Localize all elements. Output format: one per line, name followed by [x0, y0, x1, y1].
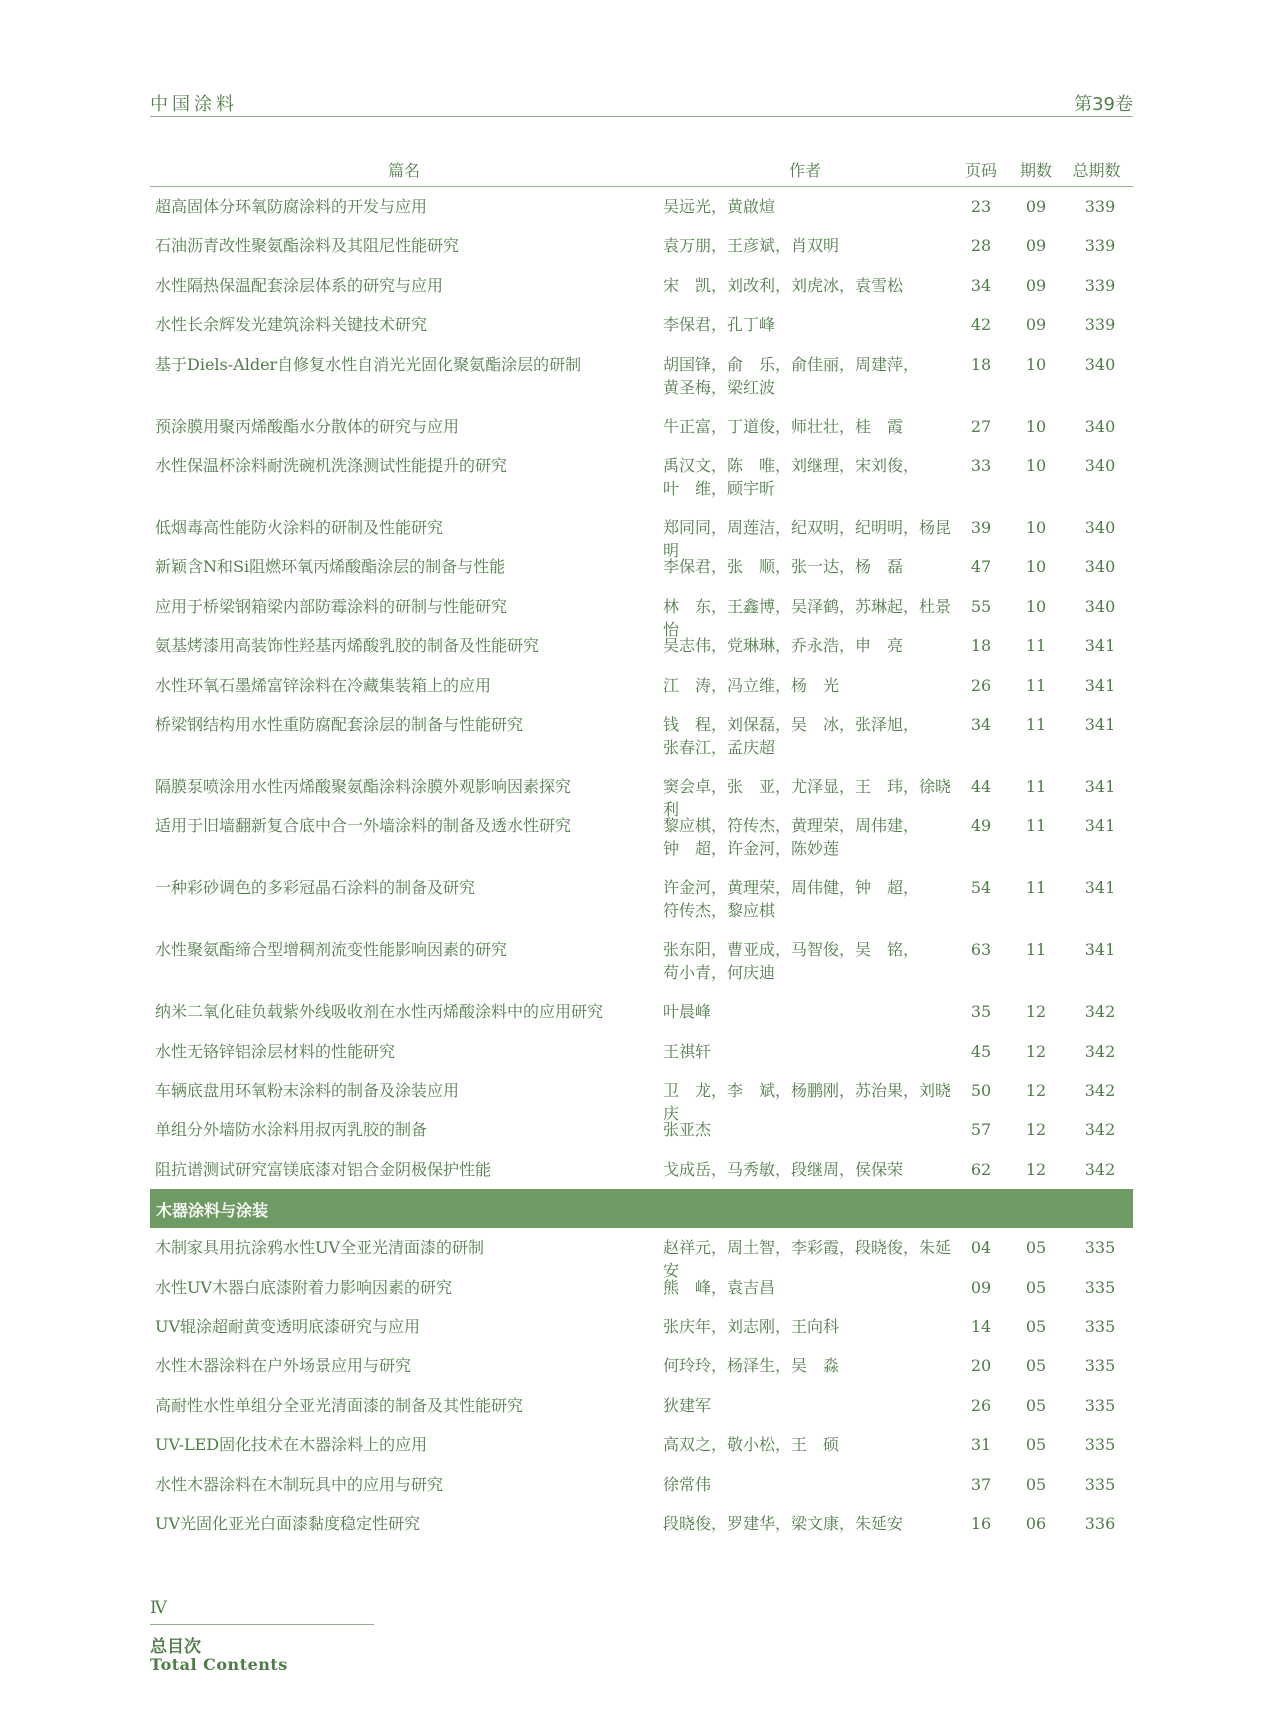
article-title: 超高固体分环氧防腐涂料的开发与应用: [155, 197, 428, 216]
table-row: [150, 1346, 1133, 1385]
table-row: [150, 587, 1133, 639]
page-number-cell: 44: [970, 776, 992, 796]
issue-number-cell: 11: [1025, 675, 1047, 695]
total-issue-cell: 341: [1084, 636, 1116, 656]
table-row: [150, 806, 1133, 868]
author-line: 胡国锋，俞 乐，俞佳丽，周建萍，: [663, 354, 920, 374]
issue-number-cell: 12: [1025, 1120, 1047, 1140]
article-title: 石油沥青改性聚氨酯涂料及其阻尼性能研究: [155, 236, 460, 256]
contents-table: [150, 150, 1133, 1543]
page-number-cell: 23: [970, 197, 992, 216]
page-number-cell: 04: [970, 1238, 992, 1258]
issue-number-cell: 10: [1025, 354, 1047, 374]
table-row: [150, 345, 1133, 407]
page-number-cell: 37: [970, 1474, 992, 1494]
table-row: [150, 1268, 1133, 1307]
table-row: [150, 666, 1133, 705]
page-number-cell: 31: [970, 1435, 992, 1455]
page-number-cell: 34: [970, 275, 992, 295]
article-authors: 王祺轩: [663, 1041, 712, 1061]
article-authors: 高双之，敬小松，王 硕: [663, 1435, 840, 1455]
article-title: UV-LED固化技术在木器涂料上的应用: [155, 1435, 428, 1455]
issue-number-cell: 12: [1025, 1159, 1047, 1179]
table-row: [150, 226, 1133, 265]
page-number-cell: 42: [970, 315, 992, 335]
page-number-cell: 18: [970, 636, 992, 656]
page-number-cell: 28: [970, 236, 992, 256]
page-number-cell: 18: [970, 354, 992, 374]
table-row: [150, 1307, 1133, 1346]
page-number-cell: 62: [970, 1159, 992, 1179]
article-authors: 叶晨峰: [663, 1002, 712, 1022]
issue-number-cell: 06: [1025, 1513, 1047, 1533]
total-issue-cell: 341: [1084, 714, 1116, 734]
article-title: 桥梁钢结构用水性重防腐配套涂层的制备与性能研究: [155, 714, 524, 734]
article-title: UV辊涂超耐黄变透明底漆研究与应用: [155, 1317, 421, 1337]
author-line: 禹汉文，陈 唯，刘继理，宋刘俊，: [663, 455, 920, 475]
issue-number-cell: 05: [1025, 1395, 1047, 1415]
page-number-cell: 35: [970, 1002, 992, 1022]
table-row: [150, 767, 1133, 819]
page-number-cell: 47: [970, 557, 992, 577]
page-number: Ⅳ: [150, 1598, 167, 1618]
article-title: 阻抗谱测试研究富镁底漆对铝合金阴极保护性能: [155, 1159, 492, 1179]
issue-number-cell: 10: [1025, 596, 1047, 616]
section-heading-bar: [150, 1189, 1133, 1228]
page-number-cell: 54: [970, 878, 992, 898]
article-title: 单组分外墙防水涂料用叔丙乳胶的制备: [155, 1120, 428, 1140]
table-row: [150, 1071, 1133, 1124]
author-line: 许金河，黄理荣，周伟健，钟 超，: [663, 878, 920, 898]
total-issue-cell: 340: [1084, 455, 1116, 475]
article-authors: 江 涛，冯立维，杨 光: [663, 675, 840, 695]
issue-number-cell: 05: [1025, 1435, 1047, 1455]
article-authors: 何玲玲，杨泽生，吴 淼: [663, 1356, 840, 1376]
issue-number-cell: 09: [1025, 315, 1047, 335]
issue-number-cell: 10: [1025, 455, 1047, 475]
issue-number-cell: 05: [1025, 1317, 1047, 1337]
total-issue-cell: 342: [1084, 1120, 1116, 1140]
total-issue-cell: 335: [1084, 1277, 1116, 1297]
article-authors: 戈成岳，马秀敏，段继周，侯保荣: [663, 1159, 904, 1179]
author-line: 苟小青，何庆迪: [663, 963, 776, 983]
author-line: 黄圣梅，梁红波: [663, 377, 776, 397]
table-row: [150, 547, 1133, 586]
article-authors: 张亚杰: [663, 1120, 712, 1140]
author-line: 张东阳，曹亚成，马智俊，吴 铭，: [663, 940, 920, 960]
article-title: 水性无铬锌铝涂层材料的性能研究: [155, 1041, 396, 1061]
table-row: [150, 266, 1133, 305]
table-row: [150, 930, 1133, 992]
article-title: 应用于桥梁钢箱梁内部防霉涂料的研制与性能研究: [155, 596, 508, 616]
issue-number-cell: 05: [1025, 1277, 1047, 1297]
page-number-cell: 09: [970, 1277, 992, 1297]
total-issue-cell: 340: [1084, 596, 1116, 616]
journal-name: 中国涂料: [150, 94, 238, 115]
article-authors: [663, 353, 963, 399]
article-title: 隔膜泵喷涂用水性丙烯酸聚氨酯涂料涂膜外观影响因素探究: [155, 776, 572, 796]
article-title: 基于Diels-Alder自修复水性自消光光固化聚氨酯涂层的研制: [155, 354, 582, 374]
total-issue-cell: 339: [1084, 197, 1116, 216]
page-number-cell: 26: [970, 1395, 992, 1415]
issue-number-cell: 09: [1025, 197, 1047, 216]
total-issue-cell: 335: [1084, 1395, 1116, 1415]
total-issue-cell: 339: [1084, 315, 1116, 335]
issue-number-cell: 10: [1025, 416, 1047, 436]
total-issue-cell: 342: [1084, 1002, 1116, 1022]
issue-number-cell: 12: [1025, 1041, 1047, 1061]
article-authors: 吴远光，黄啟煊: [663, 197, 776, 216]
article-authors: 牛正富，丁道俊，师壮壮，桂 霞: [663, 416, 904, 436]
table-row: [150, 1425, 1133, 1464]
article-authors: 狄建军: [663, 1395, 712, 1415]
total-issue-cell: 335: [1084, 1474, 1116, 1494]
section-heading: 木器涂料与涂装: [156, 1201, 269, 1221]
issue-number-cell: 09: [1025, 275, 1047, 295]
article-title: 新颖含N和Si阻燃环氧丙烯酸酯涂层的制备与性能: [155, 557, 506, 577]
page-number-cell: 16: [970, 1513, 992, 1533]
table-row: [150, 1386, 1133, 1425]
author-line: 符传杰，黎应棋: [663, 901, 776, 921]
table-row: [150, 1465, 1133, 1504]
page-number-cell: 55: [970, 596, 992, 616]
column-header-page: 页码: [964, 161, 997, 180]
table-row: [150, 705, 1133, 767]
column-header-total: 总期数: [1072, 161, 1121, 180]
article-authors: 熊 峰，袁吉昌: [663, 1277, 776, 1297]
total-issue-cell: 340: [1084, 354, 1116, 374]
total-issue-cell: 342: [1084, 1041, 1116, 1061]
table-row: [150, 992, 1133, 1031]
article-title: 适用于旧墙翻新复合底中合一外墙涂料的制备及透水性研究: [155, 816, 572, 836]
total-issue-cell: 340: [1084, 557, 1116, 577]
article-title: 木制家具用抗涂鸦水性UV全亚光清面漆的研制: [155, 1238, 485, 1258]
total-issue-cell: 336: [1084, 1513, 1116, 1533]
table-row: [150, 187, 1133, 226]
page-number-cell: 26: [970, 675, 992, 695]
article-title: 水性隔热保温配套涂层体系的研究与应用: [155, 275, 444, 295]
article-authors: [663, 454, 963, 500]
author-line: 钱 程，刘保磊，吴 冰，张泽旭，: [663, 714, 920, 734]
total-issue-cell: 341: [1084, 816, 1116, 836]
issue-number-cell: 09: [1025, 236, 1047, 256]
issue-number-cell: 12: [1025, 1081, 1047, 1101]
issue-number-cell: 05: [1025, 1356, 1047, 1376]
article-authors: 李保君，张 顺，张一达，杨 磊: [663, 557, 904, 577]
table-row: [150, 1032, 1133, 1071]
article-authors: 窦会卓，张 亚，尤泽显，王 玮，徐晓利: [663, 776, 952, 819]
article-title: 水性长余辉发光建筑涂料关键技术研究: [155, 315, 428, 335]
article-authors: 段晓俊，罗建华，梁文康，朱延安: [663, 1513, 904, 1533]
total-issue-cell: 339: [1084, 275, 1116, 295]
header-rule: [150, 116, 1133, 117]
author-line: 张春江，孟庆超: [663, 737, 776, 757]
table-row: [150, 446, 1133, 508]
issue-number-cell: 11: [1025, 940, 1047, 960]
total-issue-cell: 342: [1084, 1159, 1116, 1179]
article-authors: 卫 龙，李 斌，杨鹏刚，苏治果，刘晓庆: [663, 1081, 952, 1124]
article-title: 预涂膜用聚丙烯酸酯水分散体的研究与应用: [155, 416, 460, 436]
article-title: 水性UV木器白底漆附着力影响因素的研究: [155, 1277, 453, 1297]
article-authors: [663, 938, 963, 984]
page-number-cell: 39: [970, 517, 992, 537]
issue-number-cell: 05: [1025, 1238, 1047, 1258]
total-issue-cell: 341: [1084, 940, 1116, 960]
page-number-cell: 63: [970, 940, 992, 960]
article-title: 水性聚氨酯缔合型增稠剂流变性能影响因素的研究: [155, 940, 508, 960]
page-number-cell: 20: [970, 1356, 992, 1376]
table-row: [150, 868, 1133, 930]
article-title: 水性木器涂料在户外场景应用与研究: [155, 1356, 412, 1376]
total-issue-cell: 340: [1084, 517, 1116, 537]
article-title: 水性保温杯涂料耐洗碗机洗涤测试性能提升的研究: [155, 455, 508, 475]
section-table-body: [150, 1228, 1133, 1543]
table-row: [150, 626, 1133, 665]
page-number-cell: 45: [970, 1041, 992, 1061]
total-issue-cell: 335: [1084, 1435, 1116, 1455]
footer-title-en: Total Contents: [150, 1655, 288, 1674]
issue-number-cell: 11: [1025, 816, 1047, 836]
table-row: [150, 1228, 1133, 1281]
article-title: 纳米二氧化硅负载紫外线吸收剂在水性丙烯酸涂料中的应用研究: [155, 1002, 604, 1022]
issue-number-cell: 11: [1025, 776, 1047, 796]
article-title: UV光固化亚光白面漆黏度稳定性研究: [155, 1513, 421, 1533]
footer-title-cn: 总目次: [150, 1637, 201, 1657]
article-authors: [663, 876, 963, 922]
page-number-cell: 49: [970, 816, 992, 836]
author-line: 叶 维，顾宇昕: [663, 478, 776, 498]
total-issue-cell: 335: [1084, 1238, 1116, 1258]
table-row: [150, 407, 1133, 446]
column-header-author: 作者: [788, 161, 821, 180]
page-number-cell: 27: [970, 416, 992, 436]
page-number-cell: 50: [970, 1081, 992, 1101]
issue-number-cell: 11: [1025, 636, 1047, 656]
page-number-cell: 14: [970, 1317, 992, 1337]
article-authors: 郑同同，周莲洁，纪双明，纪明明，杨昆明: [663, 517, 952, 560]
running-header: [150, 90, 1133, 116]
table-row: [150, 1150, 1133, 1189]
article-authors: 徐常伟: [663, 1474, 712, 1494]
article-title: 车辆底盘用环氧粉末涂料的制备及涂装应用: [155, 1081, 460, 1101]
page-number-cell: 57: [970, 1120, 992, 1140]
issue-number-cell: 11: [1025, 878, 1047, 898]
article-authors: 林 东，王鑫博，吴泽鹤，苏琳起，杜景怡: [663, 596, 952, 639]
total-issue-cell: 335: [1084, 1356, 1116, 1376]
issue-number-cell: 12: [1025, 1002, 1047, 1022]
total-issue-cell: 339: [1084, 236, 1116, 256]
article-authors: 赵祥元，周土智，李彩霞，段晓俊，朱延安: [663, 1238, 952, 1281]
table-row: [150, 1110, 1133, 1149]
column-header-title: 篇名: [387, 161, 420, 180]
issue-number-cell: 05: [1025, 1474, 1047, 1494]
article-title: 水性木器涂料在木制玩具中的应用与研究: [155, 1474, 444, 1494]
total-issue-cell: 342: [1084, 1081, 1116, 1101]
table-row: [150, 305, 1133, 344]
total-issue-cell: 341: [1084, 675, 1116, 695]
article-title: 高耐性水性单组分全亚光清面漆的制备及其性能研究: [155, 1395, 524, 1415]
article-authors: 袁万朋，王彦斌，肖双明: [663, 236, 840, 256]
article-authors: 宋 凯，刘改利，刘虎冰，袁雪松: [663, 275, 904, 295]
author-line: 黎应棋，符传杰，黄理荣，周伟建，: [663, 816, 920, 836]
article-authors: 张庆年，刘志刚，王向科: [663, 1317, 840, 1337]
total-issue-cell: 341: [1084, 776, 1116, 796]
table-row: [150, 1504, 1133, 1543]
column-header-issue: 期数: [1019, 161, 1052, 180]
page-number-cell: 34: [970, 714, 992, 734]
article-authors: 吴志伟，党琳琳，乔永浩，申 亮: [663, 636, 904, 656]
article-title: 水性环氧石墨烯富锌涂料在冷藏集装箱上的应用: [155, 675, 492, 695]
issue-number-cell: 10: [1025, 557, 1047, 577]
article-authors: [663, 814, 963, 860]
article-title: 一种彩砂调色的多彩冠晶石涂料的制备及研究: [155, 878, 476, 898]
table-body: [150, 187, 1133, 1189]
article-authors: [663, 713, 963, 759]
article-title: 低烟毒高性能防火涂料的研制及性能研究: [155, 517, 444, 537]
article-title: 氨基烤漆用高装饰性羟基丙烯酸乳胶的制备及性能研究: [155, 636, 540, 656]
table-row: [150, 508, 1133, 560]
footer-rule: [150, 1624, 374, 1625]
table-header: [150, 150, 1133, 187]
total-issue-cell: 341: [1084, 878, 1116, 898]
author-line: 钟 超，许金河，陈妙莲: [663, 839, 840, 859]
total-issue-cell: 335: [1084, 1317, 1116, 1337]
page-number-cell: 33: [970, 455, 992, 475]
total-issue-cell: 340: [1084, 416, 1116, 436]
article-authors: 李保君，孔丁峰: [663, 315, 776, 335]
issue-number-cell: 11: [1025, 714, 1047, 734]
volume-label: 第39卷: [1074, 94, 1133, 115]
issue-number-cell: 10: [1025, 517, 1047, 537]
